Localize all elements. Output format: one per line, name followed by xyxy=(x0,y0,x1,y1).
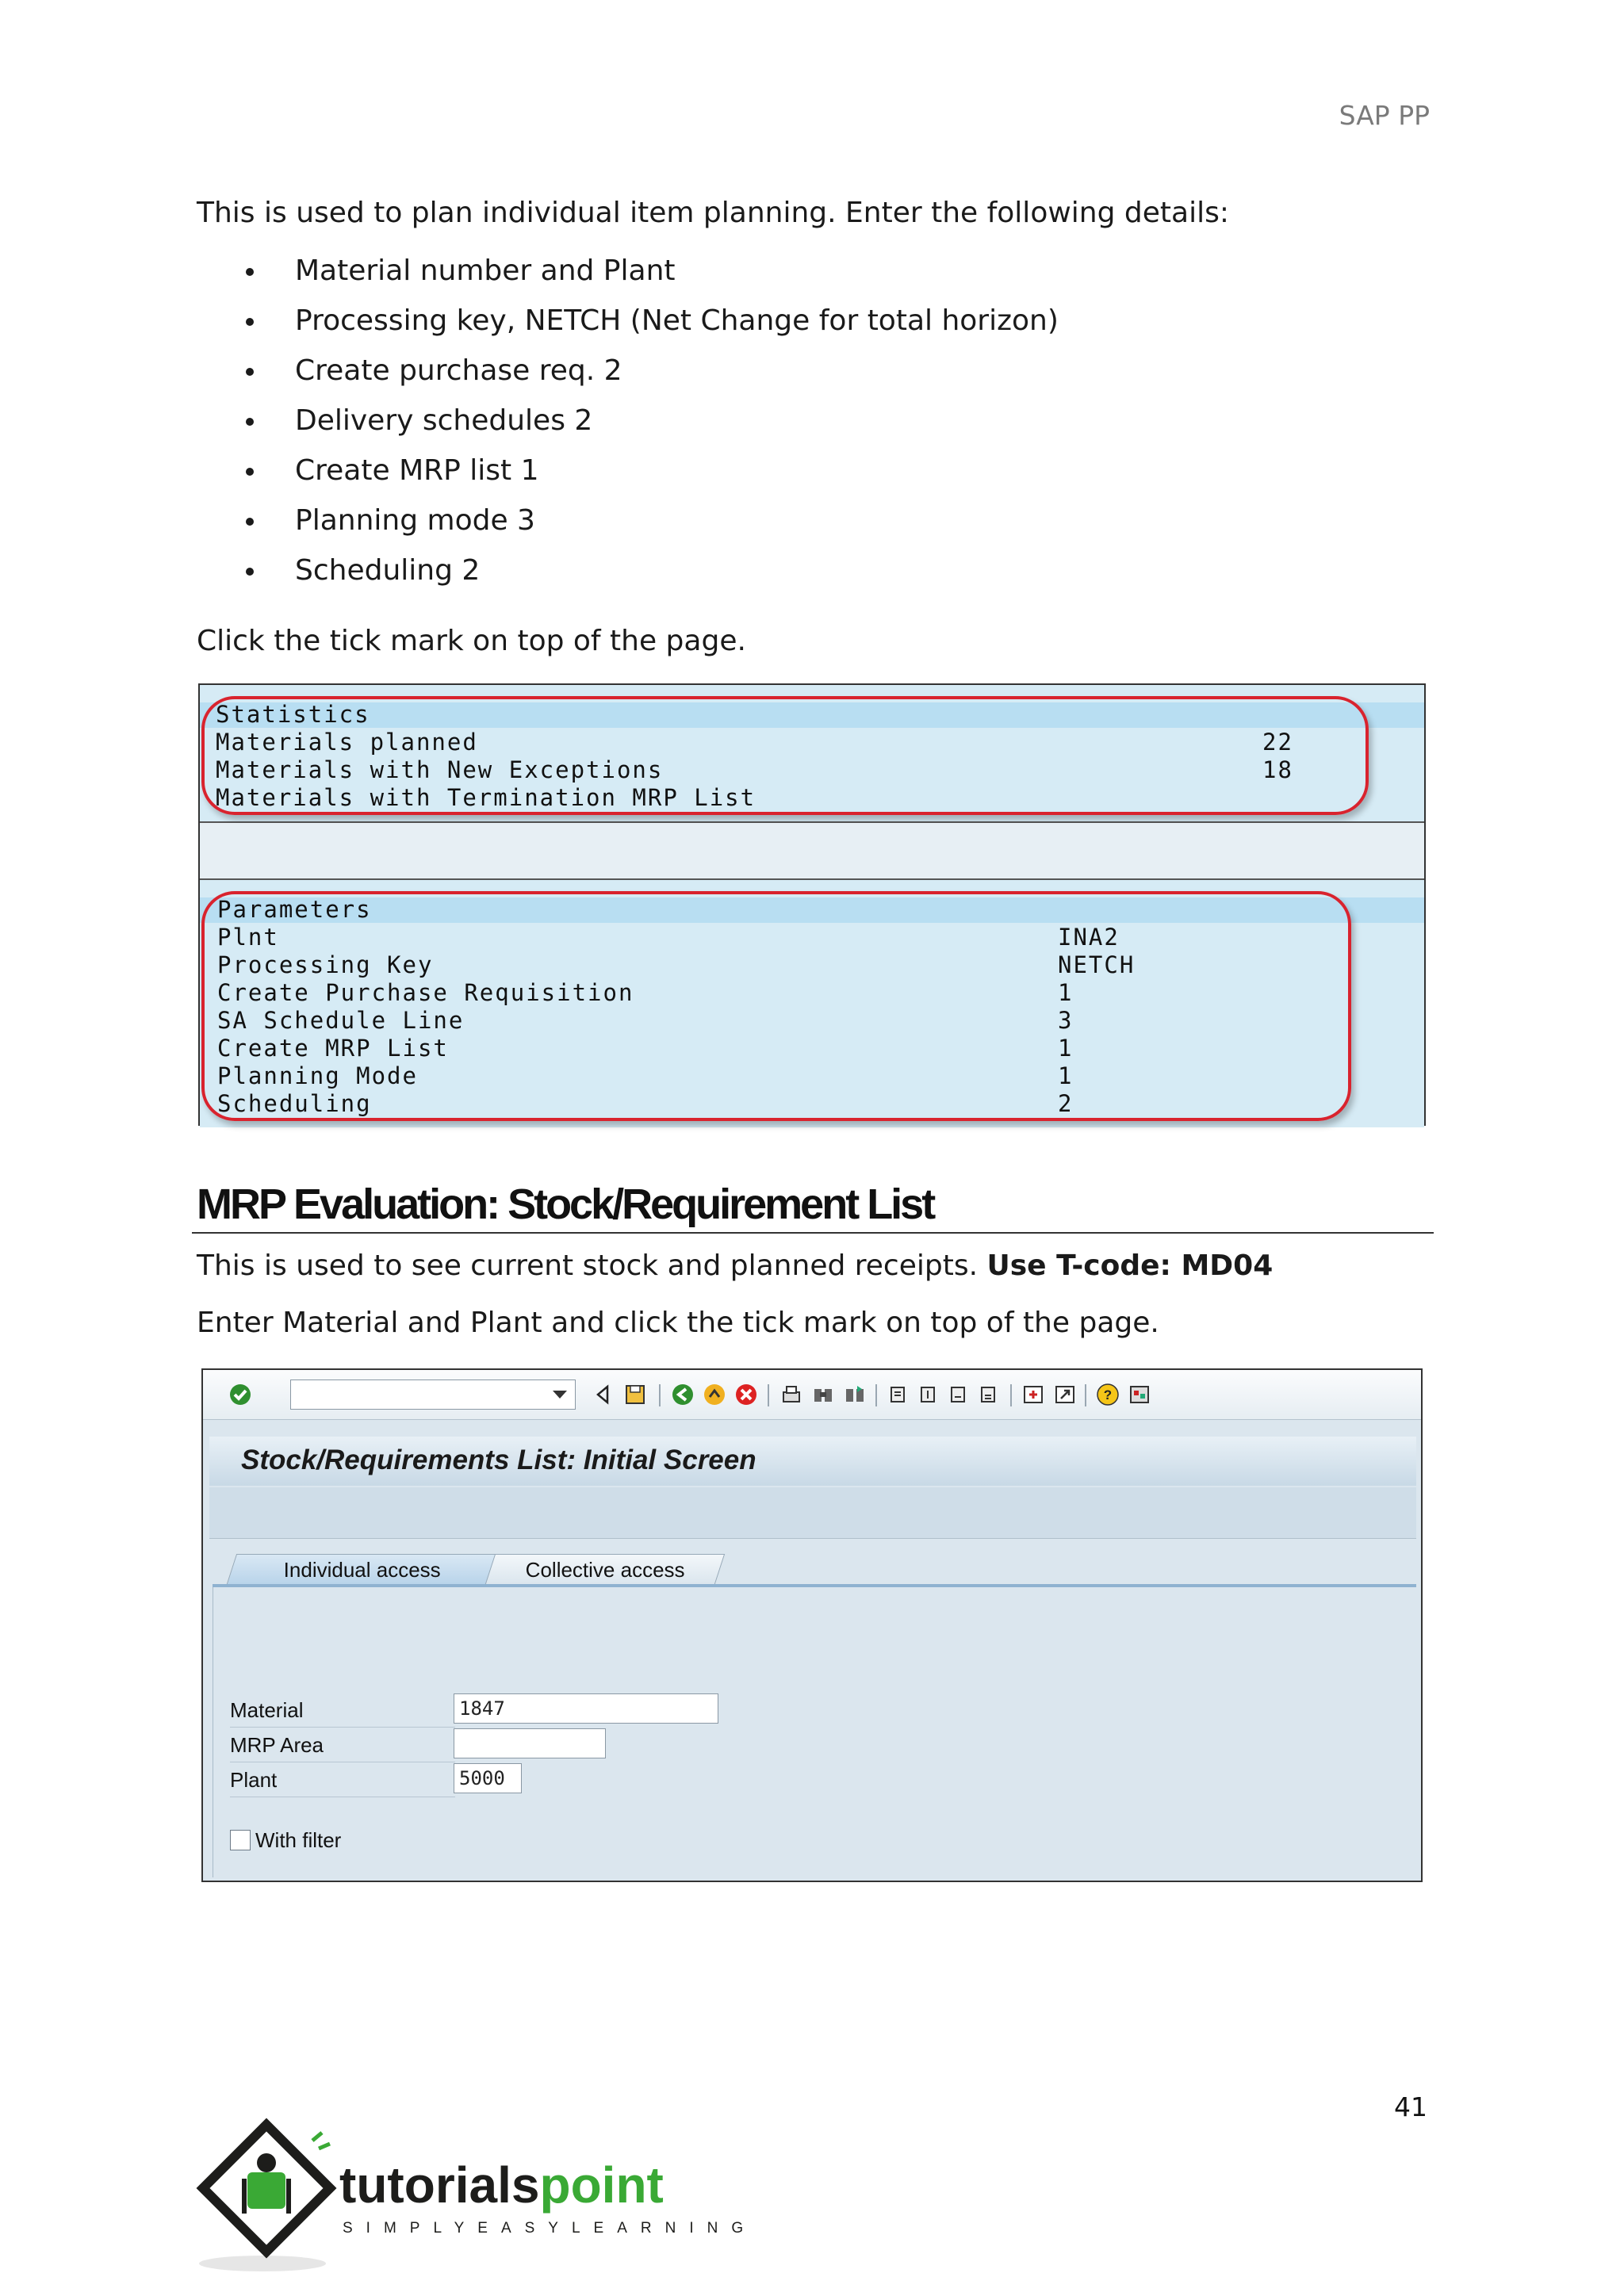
list-item: Delivery schedules 2 xyxy=(197,402,1059,452)
param-label: Plnt xyxy=(217,924,279,951)
list-item: Planning mode 3 xyxy=(197,502,1059,552)
application-toolbar xyxy=(209,1487,1416,1539)
stat-label: Materials with Termination MRP List xyxy=(216,784,756,811)
bullet-icon xyxy=(246,518,254,526)
chevron-down-icon[interactable] xyxy=(553,1391,567,1399)
param-label: SA Schedule Line xyxy=(217,1007,465,1034)
find-next-icon[interactable] xyxy=(843,1383,867,1406)
tcode-text: Use T-code: MD04 xyxy=(986,1249,1274,1282)
list-item: Create MRP list 1 xyxy=(197,452,1059,502)
divider-panel xyxy=(200,823,1424,880)
param-label: Scheduling xyxy=(217,1090,372,1117)
bullet-icon xyxy=(246,268,254,276)
param-label: Planning Mode xyxy=(217,1062,418,1089)
bullet-icon xyxy=(246,318,254,326)
tutorialspoint-logo xyxy=(195,2117,757,2275)
bullet-icon xyxy=(246,418,254,426)
section-heading: MRP Evaluation: Stock/Requirement List xyxy=(197,1181,934,1228)
last-page-icon[interactable] xyxy=(977,1383,1001,1406)
param-value: 3 xyxy=(1058,1007,1074,1034)
toolbar-separator xyxy=(1085,1384,1086,1406)
logo-wordmark: tutorialspoint xyxy=(339,2156,664,2214)
statistics-highlight-outline xyxy=(201,696,1369,815)
intro-paragraph: This is used to plan individual item planning. Enter the following details: xyxy=(197,197,1229,229)
with-filter-checkbox[interactable] xyxy=(230,1830,251,1850)
mrp-result-screenshot xyxy=(198,683,1426,1126)
mrp-area-label: MRP Area xyxy=(230,1728,455,1762)
mrp-area-input[interactable] xyxy=(454,1728,606,1758)
previous-page-icon[interactable] xyxy=(917,1383,940,1406)
stat-value: 22 xyxy=(1262,729,1293,756)
plant-label: Plant xyxy=(230,1763,455,1797)
find-icon[interactable] xyxy=(811,1383,835,1406)
toolbar-separator xyxy=(659,1384,661,1406)
plant-input[interactable]: 5000 xyxy=(454,1763,522,1793)
toolbar-separator xyxy=(875,1384,877,1406)
enter-checkmark-icon[interactable] xyxy=(228,1383,252,1406)
with-filter-label: With filter xyxy=(255,1828,342,1852)
bullet-icon xyxy=(246,368,254,376)
parameters-panel xyxy=(200,880,1424,1127)
back-triangle-icon[interactable] xyxy=(592,1383,615,1406)
param-value: 2 xyxy=(1058,1090,1074,1117)
customize-layout-icon[interactable] xyxy=(1128,1383,1151,1406)
param-label: Processing Key xyxy=(217,951,434,978)
list-item: Processing key, NETCH (Net Change for total horizon) xyxy=(197,302,1059,352)
parameters-highlight-outline xyxy=(201,891,1351,1121)
exit-icon[interactable] xyxy=(703,1383,726,1406)
material-input[interactable]: 1847 xyxy=(454,1693,718,1724)
param-value: 1 xyxy=(1058,979,1074,1006)
details-list xyxy=(197,252,1059,602)
list-item: Material number and Plant xyxy=(197,252,1059,302)
next-page-icon[interactable] xyxy=(947,1383,971,1406)
help-icon[interactable] xyxy=(1096,1383,1120,1406)
param-value: INA2 xyxy=(1058,924,1120,951)
stat-label: Materials planned xyxy=(216,729,478,756)
heading-rule xyxy=(192,1232,1434,1234)
sap-toolbar xyxy=(203,1370,1421,1420)
md04-initial-screen-screenshot xyxy=(201,1368,1423,1882)
print-icon[interactable] xyxy=(779,1383,803,1406)
running-header: SAP PP xyxy=(1339,100,1430,131)
toolbar-separator xyxy=(768,1384,769,1406)
tab-individual-access[interactable]: Individual access xyxy=(227,1554,498,1584)
cancel-icon[interactable] xyxy=(734,1383,758,1406)
back-icon[interactable] xyxy=(671,1383,695,1406)
bullet-icon xyxy=(246,568,254,576)
tab-collective-access[interactable]: Collective access xyxy=(485,1554,725,1584)
list-item: Scheduling 2 xyxy=(197,552,1059,602)
logo-wordmark-accent: point xyxy=(539,2156,664,2214)
list-item: Create purchase req. 2 xyxy=(197,352,1059,402)
svg-text:?: ? xyxy=(1103,1387,1113,1402)
bullet-icon xyxy=(246,468,254,476)
create-session-icon[interactable] xyxy=(1021,1383,1045,1406)
param-label: Create MRP List xyxy=(217,1035,449,1062)
first-page-icon[interactable] xyxy=(887,1383,910,1406)
stat-value: 18 xyxy=(1262,756,1293,783)
section-instruction: Enter Material and Plant and click the tick mark on top of the page. xyxy=(197,1307,1159,1339)
instruction-paragraph: Click the tick mark on top of the page. xyxy=(197,625,746,657)
screen-title: Stock/Requirements List: Initial Screen xyxy=(241,1445,756,1475)
param-value: 1 xyxy=(1058,1062,1074,1089)
toolbar-separator xyxy=(1010,1384,1012,1406)
logo-tagline: SIMPLYEASYLEARNING xyxy=(343,2220,757,2237)
param-value: 1 xyxy=(1058,1035,1074,1062)
page-number: 41 xyxy=(1394,2091,1427,2122)
parameters-title: Parameters xyxy=(217,896,372,923)
screen-title-bar xyxy=(209,1437,1416,1486)
param-value: NETCH xyxy=(1058,951,1136,978)
statistics-title: Statistics xyxy=(216,701,370,728)
statistics-panel xyxy=(200,685,1424,823)
section-paragraph: This is used to see current stock and planned receipts. Use T-code: MD04 xyxy=(197,1249,1274,1282)
save-icon[interactable] xyxy=(623,1383,647,1406)
shortcut-icon[interactable] xyxy=(1053,1383,1077,1406)
material-label: Material xyxy=(230,1693,455,1728)
param-label: Create Purchase Requisition xyxy=(217,979,634,1006)
stat-label: Materials with New Exceptions xyxy=(216,756,664,783)
command-field[interactable] xyxy=(290,1380,576,1410)
